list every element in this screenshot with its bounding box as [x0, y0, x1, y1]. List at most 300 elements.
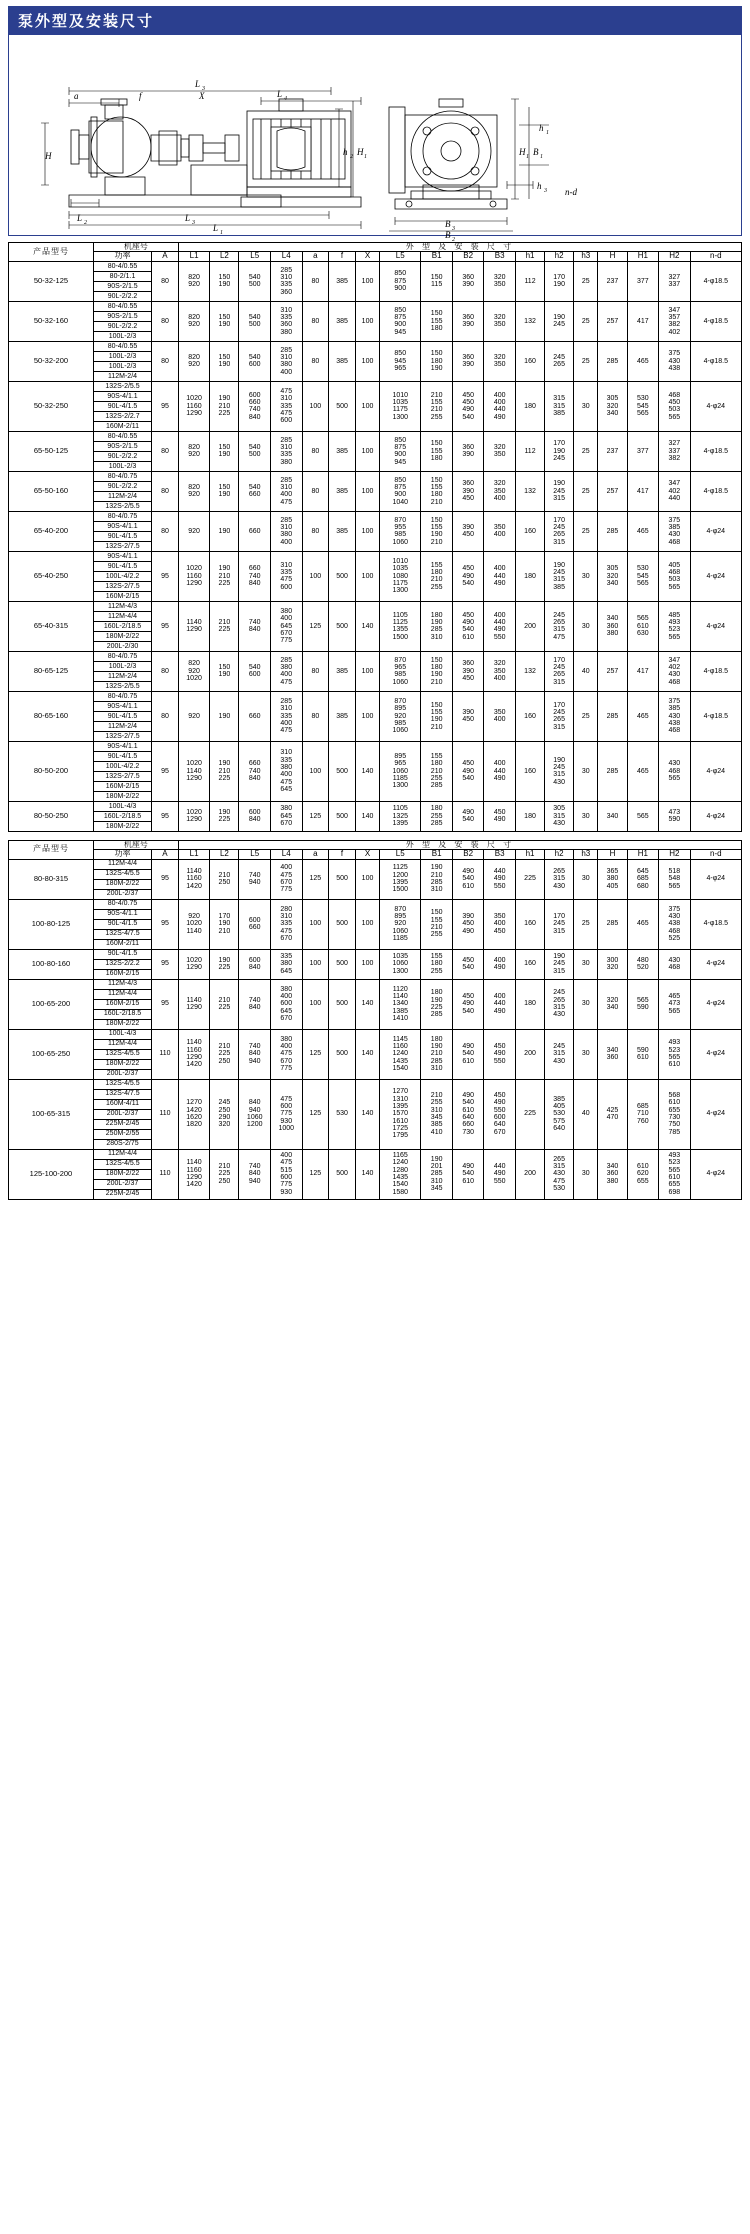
cell-L5: 850 875 900 1040: [380, 471, 421, 511]
cell-product-model: 80-65-125: [9, 651, 94, 691]
cell-h1: 200: [515, 1029, 544, 1079]
cell-h2: 245 315 430: [545, 1029, 574, 1079]
header2-power: 功率: [93, 850, 151, 859]
cell-H1: 377: [627, 261, 659, 301]
cell-motor-power: 100L-2/3: [93, 351, 151, 361]
cell-B3: 450 490 550 600 640 670: [484, 1079, 516, 1149]
cell-nd: 4-φ18.5: [690, 301, 741, 341]
cell-motor-power: 132S-2/7.5: [93, 771, 151, 781]
cell-h1: 160: [515, 341, 544, 381]
cell-B2: 450 490 540: [452, 741, 484, 801]
cell-L5: 870 955 985 1060: [380, 511, 421, 551]
cell-product-model: 125-100-200: [9, 1149, 94, 1199]
cell-motor-power: 132S-4/5.5: [93, 1079, 151, 1089]
cell-product-model: 80-50-250: [9, 801, 94, 831]
cell-L5: 1165 1240 1280 1435 1540 1580: [380, 1149, 421, 1199]
cell-h3: 25: [574, 511, 598, 551]
cell-L2: 210 250: [210, 859, 239, 899]
cell-h2: 170 190 245: [545, 431, 574, 471]
cell-motor-power: 90S-4/1.1: [93, 521, 151, 531]
cell-A: 80: [152, 651, 179, 691]
cell-motor-power: 250M-2/55: [93, 1129, 151, 1139]
cell-L1: 820 920: [178, 261, 210, 301]
cell-h3: 30: [574, 979, 598, 1029]
cell-motor-power: 80-4/0.75: [93, 899, 151, 909]
cell-motor-power: 90S-4/1.1: [93, 551, 151, 561]
table-row: [9, 551, 742, 561]
svg-text:2: 2: [452, 237, 455, 243]
cell-H: 305 320 340: [598, 381, 627, 431]
cell-H: 285: [598, 741, 627, 801]
cell-a: 125: [302, 1079, 329, 1149]
cell-product-model: 50-32-125: [9, 261, 94, 301]
table-row: [9, 431, 742, 441]
cell-product-model: 65-40-250: [9, 551, 94, 601]
cell-motor-power: 80-4/0.75: [93, 471, 151, 481]
cell-L4: 310 335 475 600: [270, 551, 302, 601]
cell-f: 385: [329, 341, 356, 381]
cell-h3: 25: [574, 341, 598, 381]
cell-H2: 493 523 565 610: [659, 1029, 691, 1079]
cell-L2: 150 190: [210, 261, 239, 301]
cell-L1: 920: [178, 511, 210, 551]
cell-L5: 850 875 900: [380, 261, 421, 301]
cell-motor-power: 100L-4/2.2: [93, 571, 151, 581]
col2-h1: h1: [515, 850, 544, 859]
cell-L4: 310 335 380 400 475 645: [270, 741, 302, 801]
page-title: 泵外型及安装尺寸: [8, 6, 742, 35]
table-row: [9, 261, 742, 271]
cell-motor-power: 132S-4/7.5: [93, 1089, 151, 1099]
cell-H1: 685 710 760: [627, 1079, 659, 1149]
cell-L4: 335 380 645: [270, 949, 302, 979]
cell-H2: 327 337: [659, 261, 691, 301]
cell-motor-power: 90L-4/1.5: [93, 561, 151, 571]
cell-L5a: 740 840: [239, 979, 271, 1029]
cell-motor-power: 80-4/0.55: [93, 341, 151, 351]
cell-L5a: 540 600: [239, 341, 271, 381]
cell-motor-power: 80-4/0.55: [93, 261, 151, 271]
cell-motor-power: 132S-2/5.5: [93, 381, 151, 391]
cell-B3: 320 350 400: [484, 651, 516, 691]
table-row: [9, 979, 742, 989]
header2-product-model: 产品型号: [9, 840, 94, 859]
col2-L4: L4: [270, 850, 302, 859]
cell-motor-power: 280S-2/75: [93, 1139, 151, 1149]
col-nd: n-d: [690, 252, 741, 261]
cell-A: 80: [152, 261, 179, 301]
cell-h3: 30: [574, 801, 598, 831]
cell-L2: 190 225: [210, 949, 239, 979]
cell-h1: 160: [515, 511, 544, 551]
cell-L5: 1105 1125 1355 1500: [380, 601, 421, 651]
svg-text:L: L: [185, 213, 191, 223]
drawing-svg: [9, 35, 741, 243]
col2-B3: B3: [484, 850, 516, 859]
cell-X: 140: [355, 741, 379, 801]
cell-a: 80: [302, 691, 329, 741]
cell-h3: 25: [574, 691, 598, 741]
cell-X: 100: [355, 381, 379, 431]
cell-L5: 850 945 965: [380, 341, 421, 381]
table-row: [9, 341, 742, 351]
cell-f: 500: [329, 899, 356, 949]
cell-motor-power: 180M-2/22: [93, 821, 151, 831]
cell-L4: 475 600 775 930 1000: [270, 1079, 302, 1149]
cell-a: 100: [302, 979, 329, 1029]
spec-table-1: [8, 242, 742, 832]
cell-B1: 155 180 210 255: [421, 551, 453, 601]
cell-h2: 265 315 430 475 530: [545, 1149, 574, 1199]
cell-h1: 160: [515, 741, 544, 801]
cell-h1: 180: [515, 381, 544, 431]
cell-L5: 1270 1310 1395 1570 1610 1725 1795: [380, 1079, 421, 1149]
cell-L1: 1020 1290: [178, 949, 210, 979]
cell-H1: 465: [627, 691, 659, 741]
col-L5: L5: [380, 252, 421, 261]
cell-X: 140: [355, 1149, 379, 1199]
cell-motor-power: 132S-2/2.7: [93, 411, 151, 421]
cell-nd: 4-φ18.5: [690, 261, 741, 301]
cell-H1: 590 610: [627, 1029, 659, 1079]
cell-H2: 405 468 503 565: [659, 551, 691, 601]
cell-f: 500: [329, 801, 356, 831]
cell-L1: 1140 1160 1290 1420: [178, 1149, 210, 1199]
cell-X: 140: [355, 1029, 379, 1079]
cell-motor-power: 200L-2/37: [93, 889, 151, 899]
col-f: f: [329, 252, 356, 261]
cell-L5: 870 895 920 1060 1185: [380, 899, 421, 949]
cell-motor-power: 90L-4/1.5: [93, 751, 151, 761]
cell-L5: 1010 1035 1080 1175 1300: [380, 551, 421, 601]
cell-h1: 112: [515, 431, 544, 471]
cell-a: 125: [302, 1029, 329, 1079]
cell-H: 320 340: [598, 979, 627, 1029]
svg-text:n-d: n-d: [565, 187, 577, 197]
cell-L1: 820 920: [178, 431, 210, 471]
cell-motor-power: 112M-2/4: [93, 671, 151, 681]
cell-h3: 30: [574, 381, 598, 431]
cell-motor-power: 200L-2/37: [93, 1109, 151, 1119]
cell-B2: 450 540: [452, 949, 484, 979]
cell-L4: 285 310 380 400: [270, 511, 302, 551]
cell-L2: 150 190: [210, 301, 239, 341]
cell-B1: 155 180 255: [421, 949, 453, 979]
cell-H1: 417: [627, 651, 659, 691]
cell-motor-power: 100L-2/3: [93, 661, 151, 671]
cell-A: 95: [152, 949, 179, 979]
cell-motor-power: 90S-2/1.5: [93, 441, 151, 451]
cell-H: 425 470: [598, 1079, 627, 1149]
cell-nd: 4-φ24: [690, 1079, 741, 1149]
cell-motor-power: 112M-2/4: [93, 721, 151, 731]
cell-motor-power: 80-4/0.55: [93, 431, 151, 441]
cell-a: 80: [302, 651, 329, 691]
cell-L5a: 540 660: [239, 471, 271, 511]
cell-B2: 490 540 610 640 660 730: [452, 1079, 484, 1149]
cell-H: 237: [598, 431, 627, 471]
cell-B3: 400 440 490: [484, 551, 516, 601]
cell-h2: 265 315 430: [545, 859, 574, 899]
cell-motor-power: 112M-4/4: [93, 1039, 151, 1049]
cell-L4: 285 310 335 380: [270, 431, 302, 471]
col2-X: X: [355, 850, 379, 859]
cell-motor-power: 132S-2/7.5: [93, 581, 151, 591]
cell-h3: 25: [574, 899, 598, 949]
cell-L4: 285 310 335 400 475: [270, 691, 302, 741]
cell-L1: 1140 1290: [178, 979, 210, 1029]
cell-h1: 160: [515, 949, 544, 979]
svg-text:3: 3: [192, 220, 195, 226]
cell-A: 110: [152, 1149, 179, 1199]
cell-L5a: 600 840: [239, 801, 271, 831]
cell-motor-power: 90L-4/1.5: [93, 949, 151, 959]
cell-B3: 440 490 550: [484, 1149, 516, 1199]
cell-L2: 245 250 290 320: [210, 1079, 239, 1149]
cell-B2: 490 540 610: [452, 859, 484, 899]
header-dims: 外 型 及 安 装 尺 寸: [178, 243, 741, 252]
col-h3: h3: [574, 252, 598, 261]
cell-motor-power: 132S-2/5.5: [93, 681, 151, 691]
cell-H1: 645 685 680: [627, 859, 659, 899]
cell-motor-power: 180M-2/22: [93, 791, 151, 801]
cell-h1: 132: [515, 301, 544, 341]
cell-L4: 380 400 645 670 775: [270, 601, 302, 651]
cell-nd: 4-φ18.5: [690, 691, 741, 741]
cell-X: 100: [355, 511, 379, 551]
table-row: [9, 1029, 742, 1039]
table-row: [9, 381, 742, 391]
cell-motor-power: 80-4/0.55: [93, 301, 151, 311]
cell-B3: 400 400 440 490: [484, 381, 516, 431]
header-motor-model: 机座号: [93, 243, 178, 252]
cell-L4: 285 380 400 475: [270, 651, 302, 691]
cell-L5a: 540 500: [239, 261, 271, 301]
cell-motor-power: 112M-2/4: [93, 491, 151, 501]
cell-h1: 225: [515, 859, 544, 899]
cell-L5: 870 965 985 1060: [380, 651, 421, 691]
cell-motor-power: 132S-4/5.5: [93, 1159, 151, 1169]
col2-B1: B1: [421, 850, 453, 859]
spec-table-2: [8, 840, 742, 1200]
cell-motor-power: 160M-2/15: [93, 999, 151, 1009]
cell-motor-power: 160L-2/18.5: [93, 621, 151, 631]
svg-text:3: 3: [202, 86, 205, 92]
cell-A: 80: [152, 431, 179, 471]
col-L1: L1: [178, 252, 210, 261]
table-subheader-row: [9, 252, 742, 261]
cell-motor-power: 132S-2/2.2: [93, 959, 151, 969]
cell-L2: 210 225: [210, 601, 239, 651]
cell-B2: 490 540 610: [452, 1029, 484, 1079]
cell-product-model: 100-65-200: [9, 979, 94, 1029]
cell-motor-power: 200L-2/37: [93, 1179, 151, 1189]
cell-h3: 25: [574, 431, 598, 471]
cell-nd: 4-φ24: [690, 1029, 741, 1079]
cell-motor-power: 132S-4/5.5: [93, 1049, 151, 1059]
cell-h1: 180: [515, 551, 544, 601]
cell-H: 237: [598, 261, 627, 301]
cell-h3: 30: [574, 949, 598, 979]
cell-H: 285: [598, 511, 627, 551]
cell-nd: 4-φ18.5: [690, 471, 741, 511]
cell-a: 125: [302, 1149, 329, 1199]
cell-motor-power: 112M-4/4: [93, 859, 151, 869]
cell-product-model: 100-65-315: [9, 1079, 94, 1149]
svg-text:2: 2: [84, 220, 87, 226]
cell-L4: 310 335 360 380: [270, 301, 302, 341]
cell-f: 500: [329, 1149, 356, 1199]
table-row: [9, 741, 742, 751]
cell-h3: 30: [574, 1029, 598, 1079]
table-row: [9, 859, 742, 869]
cell-f: 500: [329, 949, 356, 979]
cell-X: 140: [355, 979, 379, 1029]
cell-H2: 493 523 565 610 655 698: [659, 1149, 691, 1199]
cell-B1: 180 255 285: [421, 801, 453, 831]
cell-h2: 245 265 315 430: [545, 979, 574, 1029]
cell-h2: 245 265: [545, 341, 574, 381]
svg-text:H: H: [357, 147, 364, 157]
svg-text:h: h: [539, 123, 544, 133]
cell-motor-power: 160M-2/15: [93, 969, 151, 979]
cell-B2: 360 390 450: [452, 651, 484, 691]
cell-X: 140: [355, 1079, 379, 1149]
cell-L1: 820 920: [178, 301, 210, 341]
svg-text:H: H: [519, 147, 526, 157]
cell-motor-power: 112M-4/3: [93, 979, 151, 989]
cell-h2: 170 245 265 315: [545, 511, 574, 551]
cell-f: 385: [329, 301, 356, 341]
cell-product-model: 50-32-250: [9, 381, 94, 431]
cell-a: 100: [302, 551, 329, 601]
cell-f: 500: [329, 859, 356, 899]
cell-L5a: 660: [239, 691, 271, 741]
cell-f: 500: [329, 601, 356, 651]
cell-motor-power: 90L-4/1.5: [93, 711, 151, 721]
cell-X: 100: [355, 301, 379, 341]
cell-H: 257: [598, 301, 627, 341]
col2-L5: L5: [380, 850, 421, 859]
cell-motor-power: 160M-4/11: [93, 1099, 151, 1109]
col2-L1: L1: [178, 850, 210, 859]
cell-motor-power: 80-4/0.75: [93, 511, 151, 521]
cell-nd: 4-φ24: [690, 1149, 741, 1199]
table-row: [9, 601, 742, 611]
col2-H2: H2: [659, 850, 691, 859]
cell-L4: 380 645 670: [270, 801, 302, 831]
cell-h2: 245 265 315 475: [545, 601, 574, 651]
svg-text:2: 2: [350, 154, 353, 160]
cell-h2: 190 245 315: [545, 471, 574, 511]
cell-A: 110: [152, 1029, 179, 1079]
cell-L1: 920 1020 1140: [178, 899, 210, 949]
cell-f: 530: [329, 1079, 356, 1149]
cell-A: 95: [152, 859, 179, 899]
cell-H: 285: [598, 341, 627, 381]
cell-X: 100: [355, 471, 379, 511]
cell-motor-power: 100L-4/2.2: [93, 761, 151, 771]
cell-motor-power: 160M-2/15: [93, 781, 151, 791]
cell-B1: 150 155 180: [421, 301, 453, 341]
cell-motor-power: 180M-2/22: [93, 631, 151, 641]
cell-B3: 400 440 490 550: [484, 601, 516, 651]
cell-B3: 400 490: [484, 949, 516, 979]
col-B3: B3: [484, 252, 516, 261]
cell-L5a: 660 740 840: [239, 741, 271, 801]
cell-B2: 490 540 610: [452, 1149, 484, 1199]
col2-H: H: [598, 850, 627, 859]
cell-a: 100: [302, 899, 329, 949]
cell-B1: 180 190 225 285: [421, 979, 453, 1029]
col2-L2: L2: [210, 850, 239, 859]
cell-H: 340 360: [598, 1029, 627, 1079]
cell-h2: 170 190: [545, 261, 574, 301]
cell-h3: 30: [574, 859, 598, 899]
cell-B3: 350 400: [484, 691, 516, 741]
cell-L2: 150 190: [210, 651, 239, 691]
cell-H: 340 360 380: [598, 601, 627, 651]
cell-A: 95: [152, 899, 179, 949]
col-B2: B2: [452, 252, 484, 261]
cell-X: 100: [355, 859, 379, 899]
col-L2: L2: [210, 252, 239, 261]
cell-L1: 1140 1290: [178, 601, 210, 651]
cell-B1: 150 155 210 255: [421, 899, 453, 949]
pump-dimension-drawing: [8, 35, 742, 243]
cell-motor-power: 80-2/1.1: [93, 271, 151, 281]
cell-L5a: 740 940: [239, 859, 271, 899]
cell-B3: 320 350: [484, 301, 516, 341]
cell-nd: 4-φ18.5: [690, 431, 741, 471]
cell-L5: 870 895 920 985 1060: [380, 691, 421, 741]
cell-product-model: 100-65-250: [9, 1029, 94, 1079]
col2-a: a: [302, 850, 329, 859]
cell-B1: 180 190 285 310: [421, 601, 453, 651]
cell-motor-power: 90S-2/1.5: [93, 281, 151, 291]
cell-motor-power: 90S-4/1.1: [93, 701, 151, 711]
cell-H: 285: [598, 691, 627, 741]
cell-H2: 375 430 438 468 525: [659, 899, 691, 949]
cell-X: 100: [355, 341, 379, 381]
cell-H2: 375 430 438: [659, 341, 691, 381]
cell-H1: 530 545 565: [627, 381, 659, 431]
cell-a: 100: [302, 949, 329, 979]
svg-text:B: B: [533, 147, 539, 157]
svg-text:X: X: [199, 91, 205, 101]
cell-a: 125: [302, 801, 329, 831]
cell-A: 95: [152, 381, 179, 431]
cell-motor-power: 225M-2/45: [93, 1189, 151, 1199]
cell-motor-power: 100L-4/3: [93, 801, 151, 811]
svg-text:4: 4: [284, 96, 287, 102]
table-row: [9, 691, 742, 701]
cell-H2: 347 402 430 468: [659, 651, 691, 691]
cell-B2: 450 490 540: [452, 979, 484, 1029]
cell-nd: 4-φ24: [690, 801, 741, 831]
cell-L5a: 600 840: [239, 949, 271, 979]
cell-motor-power: 160L-2/18.5: [93, 1009, 151, 1019]
cell-product-model: 80-50-200: [9, 741, 94, 801]
svg-text:3: 3: [452, 226, 455, 232]
cell-L2: 210 225 250: [210, 1029, 239, 1079]
col2-h2: h2: [545, 850, 574, 859]
col-H: H: [598, 252, 627, 261]
cell-B3: 320 350: [484, 261, 516, 301]
cell-H2: 473 590: [659, 801, 691, 831]
cell-H2: 347 357 382 402: [659, 301, 691, 341]
cell-motor-power: 160M-2/15: [93, 591, 151, 601]
